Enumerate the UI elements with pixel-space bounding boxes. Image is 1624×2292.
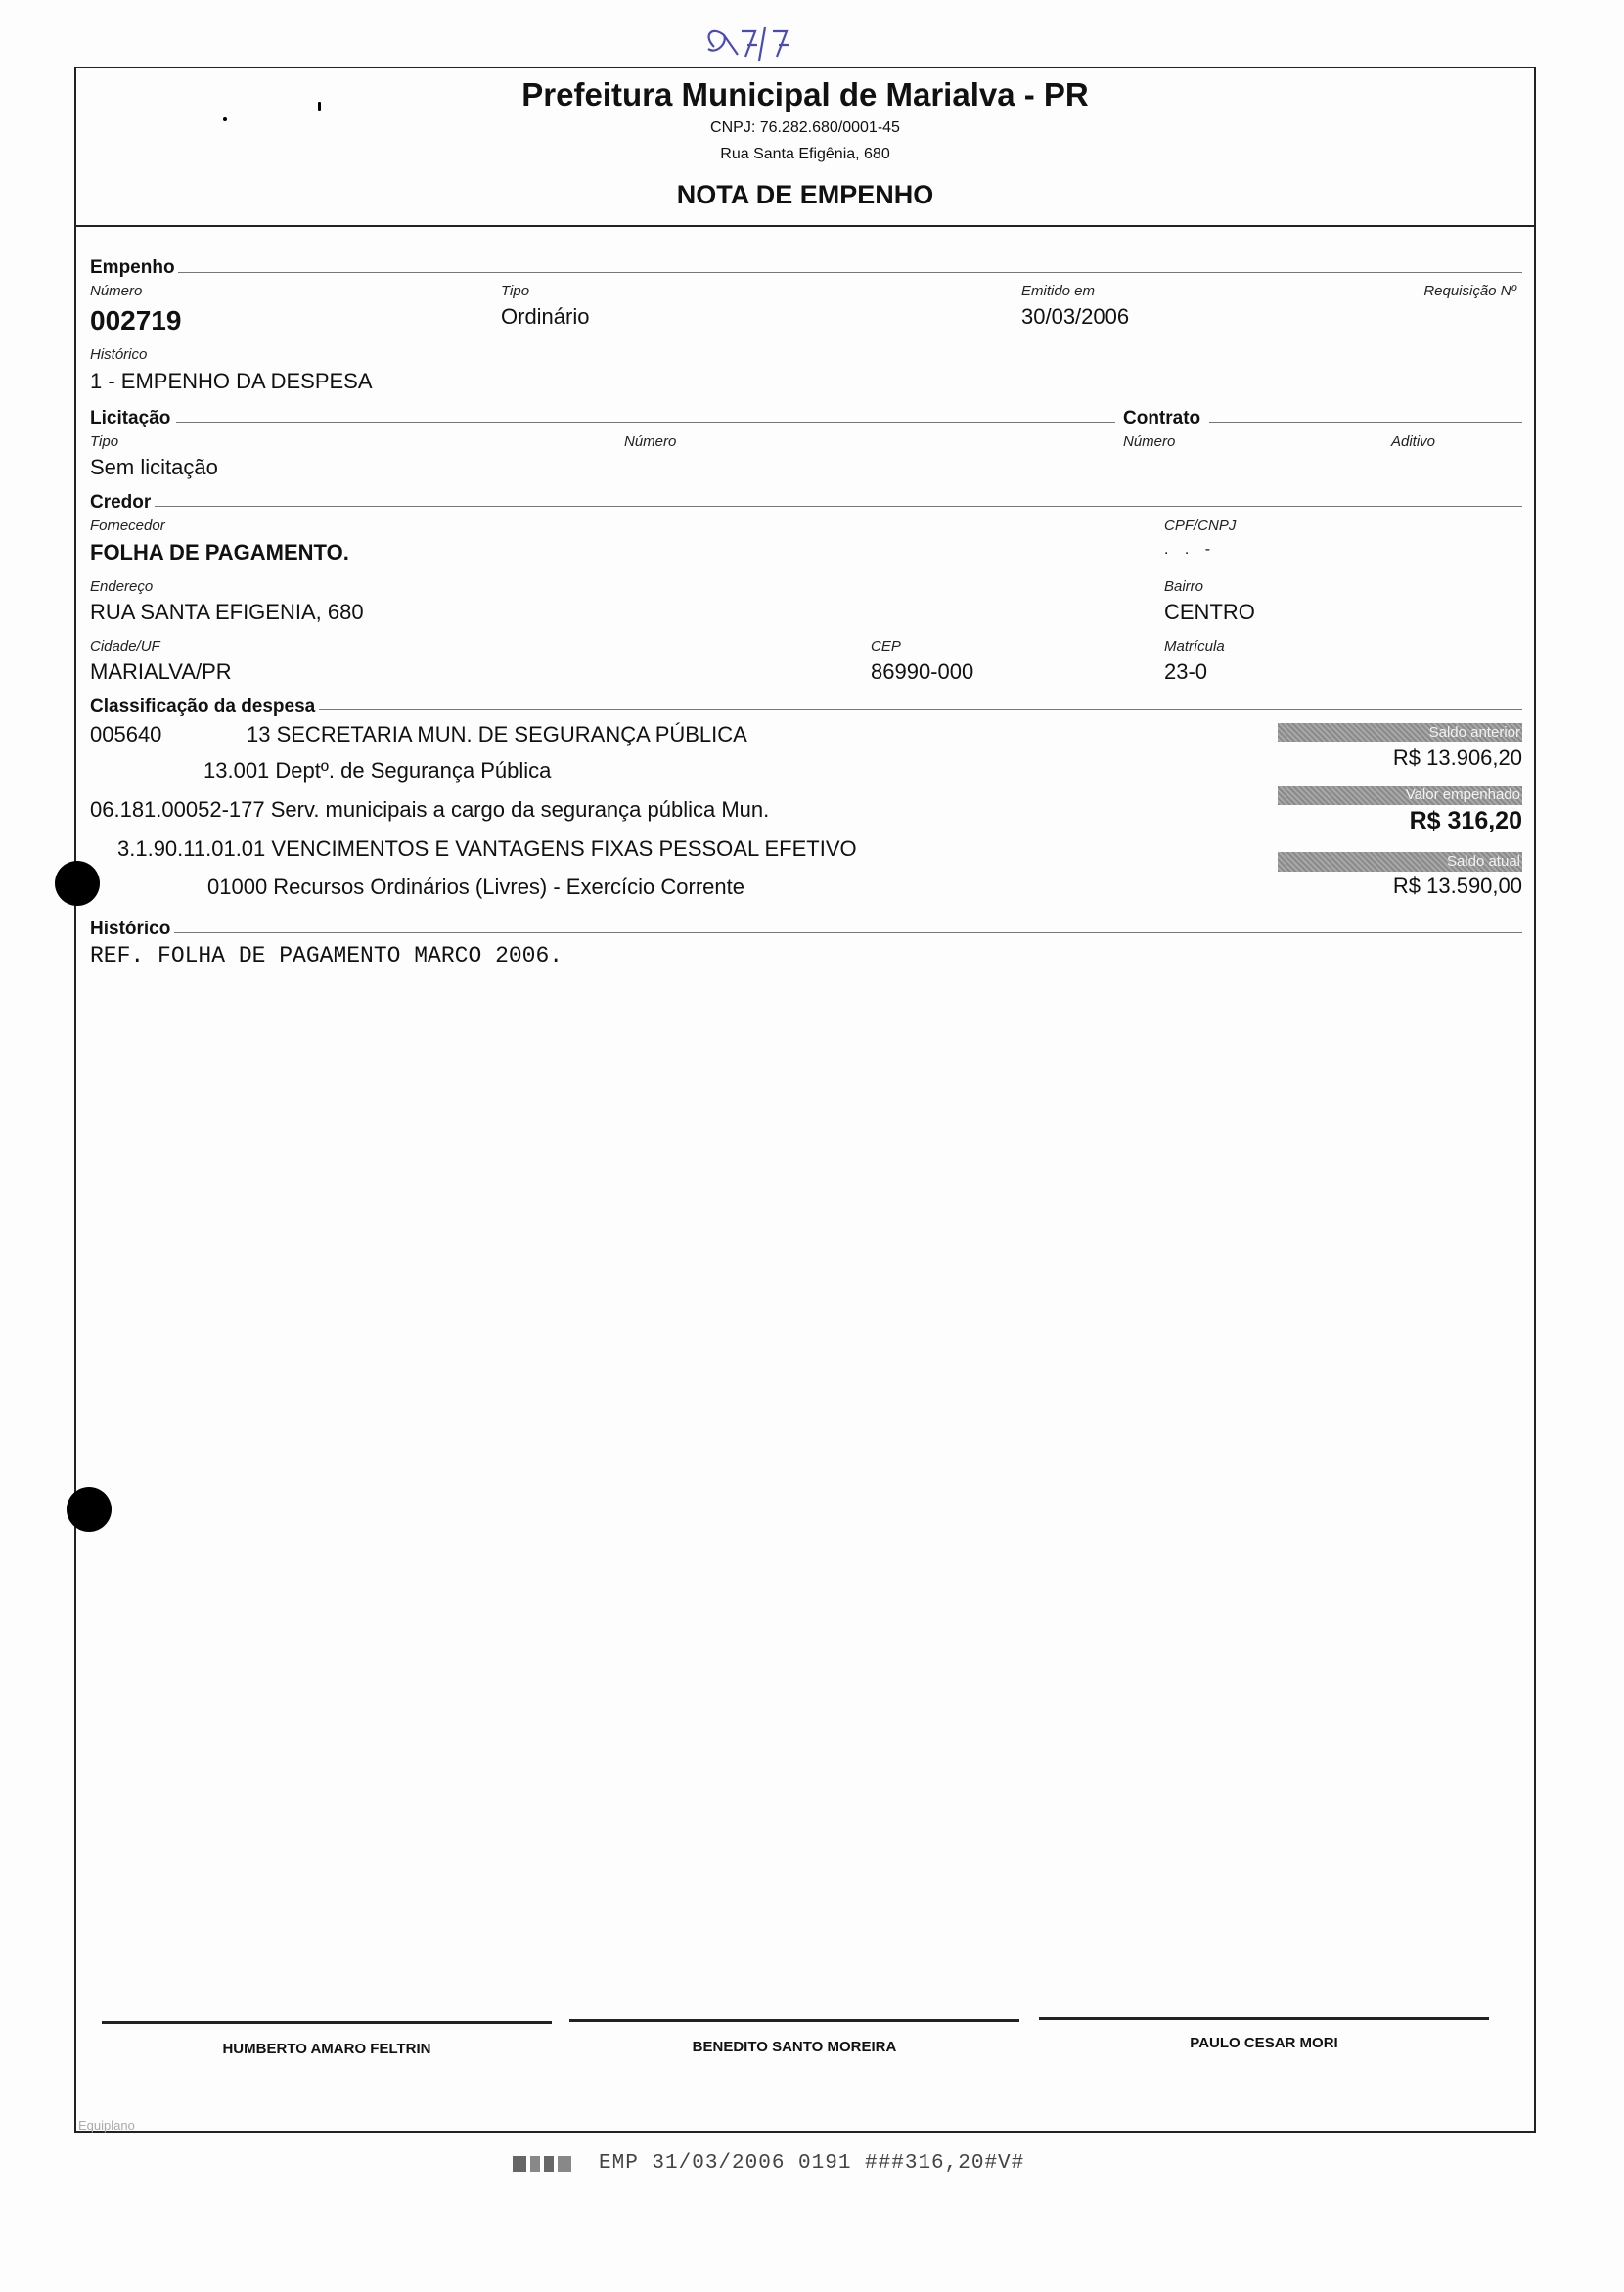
document-title: NOTA DE EMPENHO — [676, 180, 934, 209]
cpf-label: CPF/CNPJ — [1164, 517, 1237, 534]
contrato-numero-label: Número — [1123, 433, 1176, 450]
footer-stamp: EMP 31/03/2006 0191 ###316,20#V# — [599, 2152, 1025, 2175]
binder-hole — [55, 861, 100, 906]
classificacao-elemento: 3.1.90.11.01.01 VENCIMENTOS E VANTAGENS FIXAS PESSOAL EFETIVO — [117, 836, 857, 861]
section-historico: Histórico — [90, 919, 171, 939]
header-divider — [74, 225, 1536, 227]
licitacao-tipo-label: Tipo — [90, 433, 119, 450]
section-rule — [176, 422, 1115, 423]
empenho-historico: 1 - EMPENHO DA DESPESA — [90, 369, 373, 393]
emitido-label: Emitido em — [1021, 283, 1096, 299]
signature-name: BENEDITO SANTO MOREIRA — [692, 2039, 897, 2055]
valor-empenhado: R$ 316,20 — [1409, 807, 1522, 834]
empenho-numero: 002719 — [90, 305, 182, 336]
cep-label: CEP — [871, 638, 901, 654]
section-empenho: Empenho — [90, 257, 175, 278]
empenho-historico-label: Histórico — [90, 346, 148, 363]
requisicao-label: Requisição Nº — [1423, 283, 1516, 299]
endereco-label: Endereço — [90, 578, 154, 595]
saldo-atual-label: Saldo atual — [1278, 852, 1522, 872]
classificacao-recurso: 01000 Recursos Ordinários (Livres) - Exercício Corrente — [207, 875, 744, 899]
classificacao-unidade: 13.001 Deptº. de Segurança Pública — [203, 758, 552, 783]
section-licitacao: Licitação — [90, 408, 171, 428]
classificacao-code: 005640 — [90, 722, 162, 746]
endereco: RUA SANTA EFIGENIA, 680 — [90, 600, 364, 624]
section-rule — [319, 709, 1522, 710]
empenho-tipo-label: Tipo — [501, 283, 530, 299]
bairro: CENTRO — [1164, 600, 1255, 624]
stamp-logo-icon — [511, 2152, 575, 2176]
section-rule — [155, 506, 1522, 507]
licitacao-numero-label: Número — [624, 433, 677, 450]
saldo-anterior-label: Saldo anterior — [1278, 723, 1522, 742]
handwritten-note-text: 2717 — [802, 57, 805, 58]
section-rule — [1209, 422, 1522, 423]
saldo-anterior: R$ 13.906,20 — [1392, 745, 1522, 770]
cep: 86990-000 — [871, 659, 974, 684]
contrato-aditivo-label: Aditivo — [1391, 433, 1436, 450]
footer-brand: Equiplano — [78, 2118, 135, 2133]
valor-empenhado-label: Valor empenhado — [1278, 786, 1522, 805]
binder-hole — [67, 1487, 112, 1532]
signature-line — [569, 2019, 1019, 2022]
signature-line — [1039, 2017, 1489, 2020]
signature-line — [102, 2021, 552, 2024]
section-contrato: Contrato — [1123, 408, 1201, 428]
historico-text: REF. FOLHA DE PAGAMENTO MARCO 2006. — [90, 943, 564, 968]
signature-name: PAULO CESAR MORI — [1190, 2035, 1338, 2051]
section-rule — [174, 932, 1522, 933]
bairro-label: Bairro — [1164, 578, 1204, 595]
page-title: Prefeitura Municipal de Marialva - PR — [521, 76, 1089, 112]
matricula: 23-0 — [1164, 659, 1208, 684]
cidade: MARIALVA/PR — [90, 659, 232, 684]
classificacao-orgao: 13 SECRETARIA MUN. DE SEGURANÇA PÚBLICA — [247, 722, 747, 746]
cidade-label: Cidade/UF — [90, 638, 160, 654]
handwritten-note — [695, 18, 890, 67]
classificacao-funcional: 06.181.00052-177 Serv. municipais a cargo da segurança pública Mun. — [90, 797, 770, 822]
licitacao-tipo: Sem licitação — [90, 455, 218, 479]
section-classificacao: Classificação da despesa — [90, 697, 316, 717]
saldo-atual: R$ 13.590,00 — [1392, 874, 1522, 898]
header-address: Rua Santa Efigênia, 680 — [720, 146, 890, 162]
empenho-tipo: Ordinário — [501, 304, 590, 329]
section-rule — [178, 272, 1522, 273]
section-credor: Credor — [90, 492, 152, 513]
cpf-value: . . - — [1164, 541, 1217, 558]
fornecedor-label: Fornecedor — [90, 517, 165, 534]
empenho-numero-label: Número — [90, 283, 143, 299]
fornecedor: FOLHA DE PAGAMENTO. — [90, 540, 349, 564]
matricula-label: Matrícula — [1164, 638, 1225, 654]
cnpj: CNPJ: 76.282.680/0001-45 — [710, 119, 900, 136]
signature-name: HUMBERTO AMARO FELTRIN — [222, 2041, 431, 2057]
emitido-date: 30/03/2006 — [1021, 304, 1130, 329]
